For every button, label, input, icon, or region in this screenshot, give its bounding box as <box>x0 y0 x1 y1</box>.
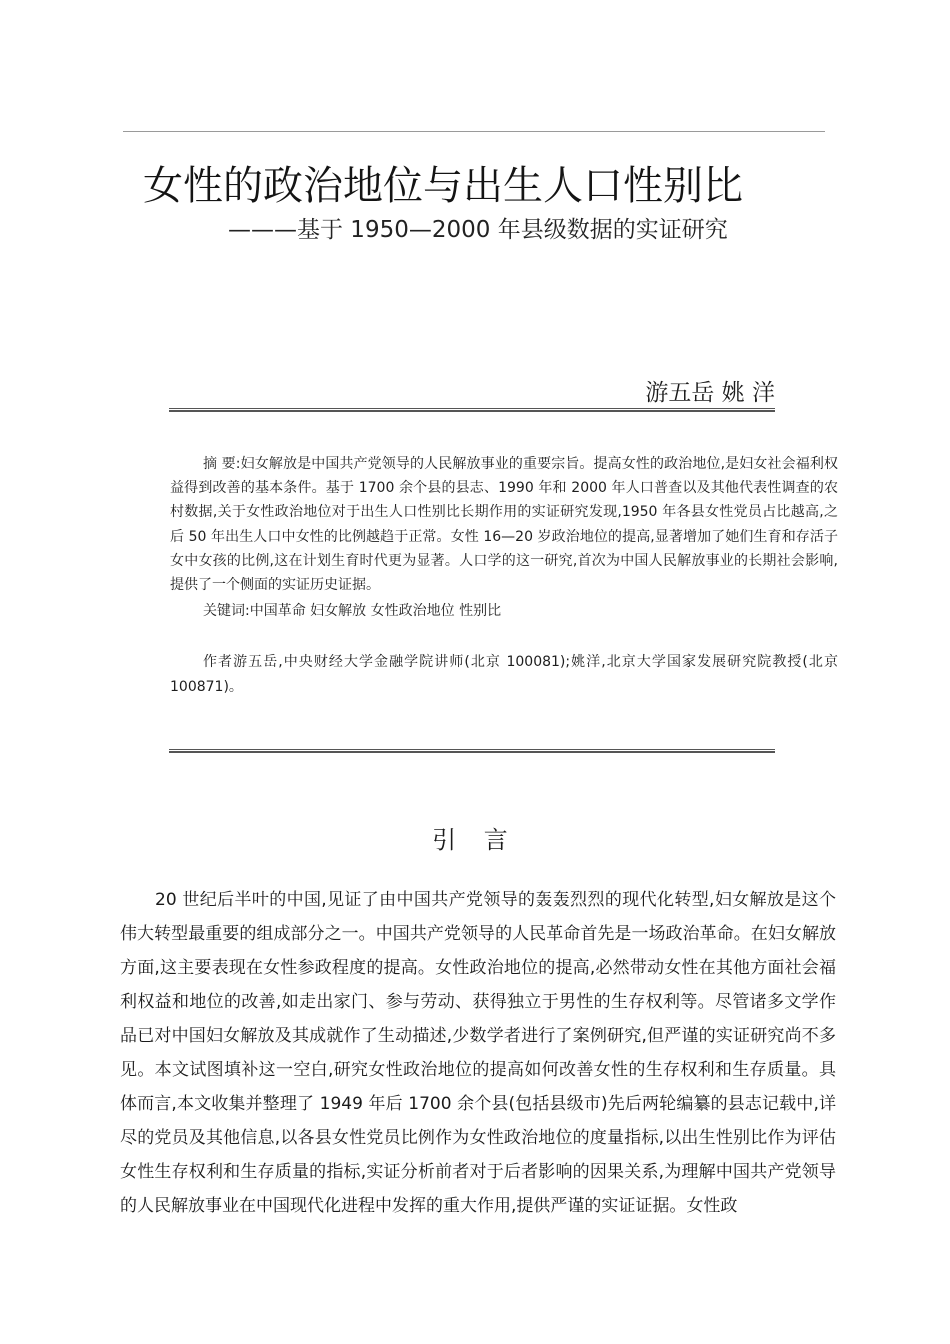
author-names: 游五岳 姚 洋 <box>645 380 775 406</box>
top-rule <box>123 131 825 132</box>
section-heading-introduction: 引 言 <box>432 826 518 854</box>
abstract-bottom-rule <box>169 749 775 753</box>
keywords: 关键词:中国革命 妇女解放 女性政治地位 性别比 <box>203 603 502 620</box>
paper-subtitle: ———基于 1950—2000 年县级数据的实证研究 <box>228 217 728 243</box>
paper-title: 女性的政治地位与出生人口性别比 <box>143 163 743 209</box>
author-affiliation-note: 作者游五岳,中央财经大学金融学院讲师(北京 100081);姚洋,北京大学国家发展研究院教授(北京 100871)。 <box>170 654 838 695</box>
abstract-block <box>170 452 838 699</box>
intro-paragraph: 20 世纪后半叶的中国,见证了由中国共产党领导的轰轰烈烈的现代化转型,妇女解放是这个伟大转型最重要的组成部分之一。中国共产党领导的人民革命首先是一场政治革命。在妇女解放方面,这主要表现在女性参政程度的提高。女性政治地位的提高,必然带动女性在其他方面社会福利权益和地位的改善,如走出家门、参与劳动、获得独立于男性的生存权利等。尽管诸多文学作品已对中国妇女解放及其成就作了生动描述,少数学者进行了案例研究,但严谨的实证研究尚不多见。本文试图填补这一空白,研究女性政治地位的提高如何改善女性的生存权利和生存质量。具体而言,本文收集并整理了 1949 年后 1700 余个县(包括县级市)先后两轮编纂的县志记载中,详尽的党员及其他信息,以各县女性党员比例作为女性政治地位的度量指标,以出生性别比作为评估女性生存权利和生存质量的指标,实证分析前者对于后者影响的因果关系,为理解中国共产党领导的人民解放事业在中国现代化进程中发挥的重大作用,提供严谨的实证证据。女性政 <box>120 890 836 1216</box>
abstract-text: 摘 要:妇女解放是中国共产党领导的人民解放事业的重要宗旨。提高女性的政治地位,是妇女社会福利权益得到改善的基本条件。基于 1700 余个县的县志、1990 年和 2000 年人口普查以及其他代表性调查的农村数据,关于女性政治地位对于出生人口性别比长期作用的实证研究发现,1950 年各县女性党员占比越高,之后 50 年出生人口中女性的比例越趋于正常。女性 16—20 岁政治地位的提高,显著增加了她们生育和存活子女中女孩的比例,这在计划生育时代更为显著。人口学的这一研究,首次为中国人民解放事业的长期社会影响,提供了一个侧面的实证历史证据。 <box>170 456 838 594</box>
abstract-top-rule <box>169 408 775 412</box>
body-text <box>120 883 836 1223</box>
